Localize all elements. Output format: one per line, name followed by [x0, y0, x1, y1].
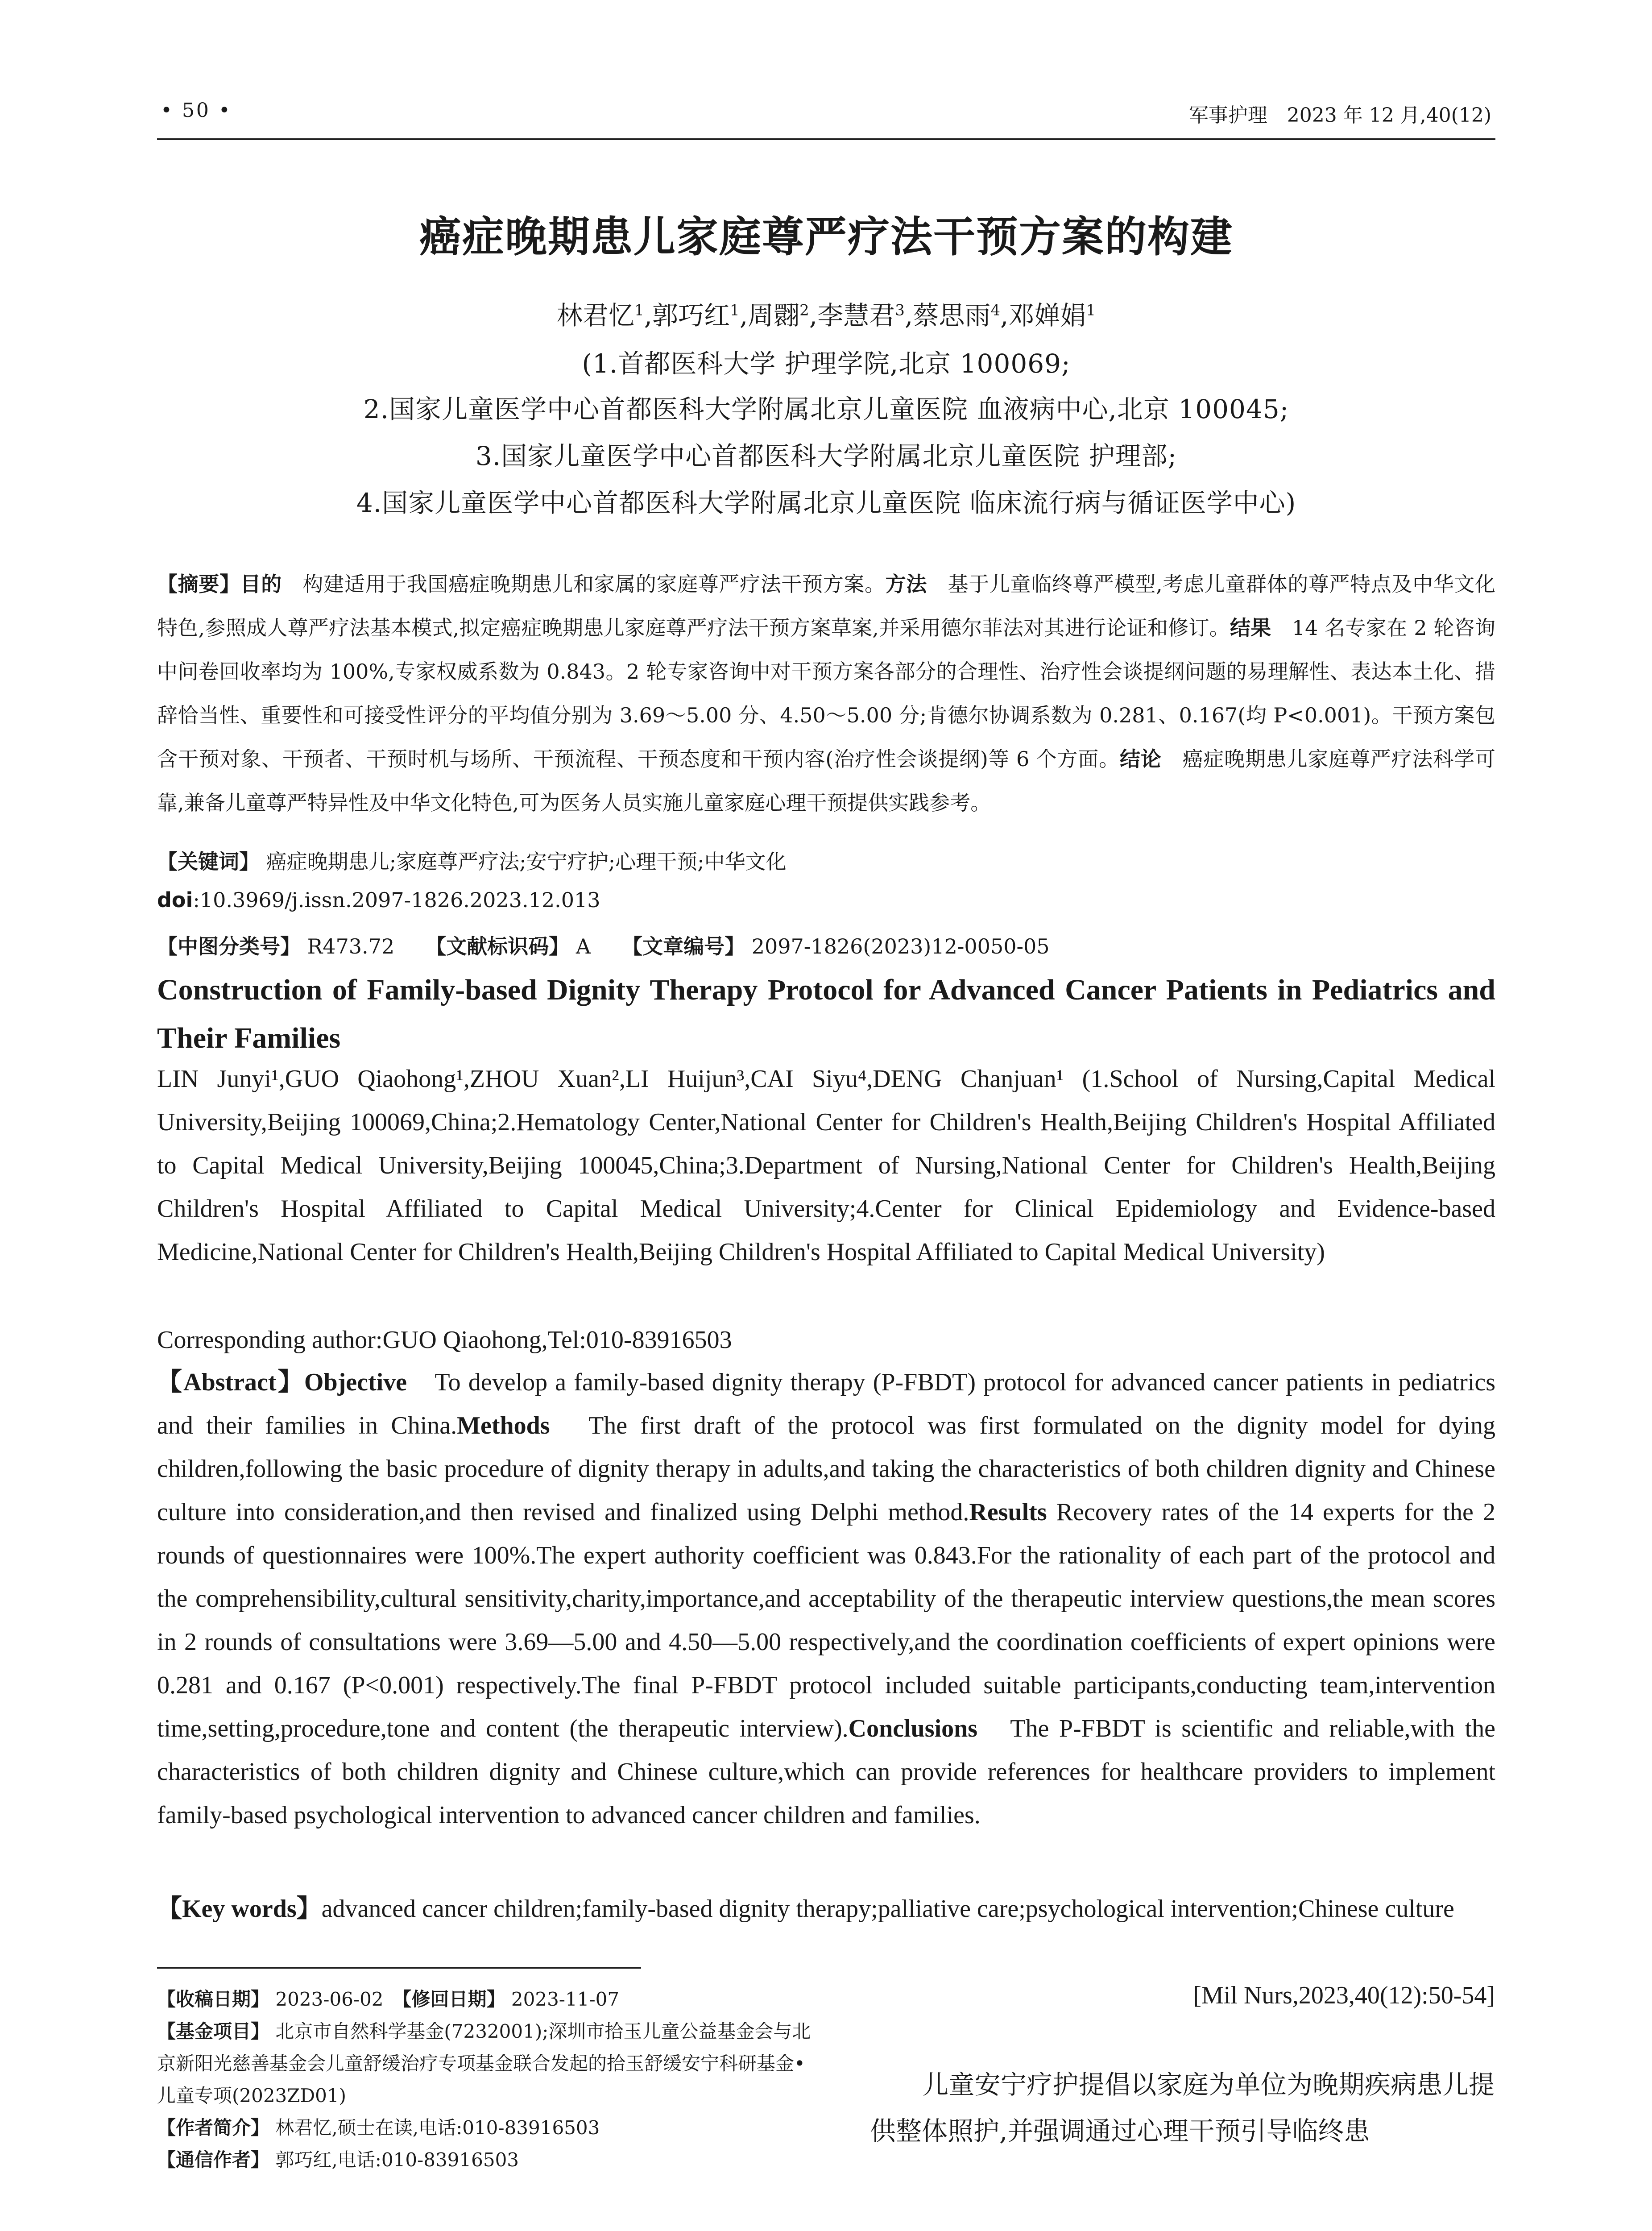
- journal-info: 军事护理 2023 年 12 月,40(12): [1188, 104, 1491, 127]
- page-number: • 50 •: [161, 99, 232, 122]
- author-list: 林君忆$^1$,郭巧红$^1$,周翾$^2$,李慧君$^3$,蔡思雨$^4$,邓婵娟$^1$: [556, 300, 1096, 331]
- affiliation: 4.国家儿童医学中心首都医科大学附属北京儿童医院 临床流行病与循证医学中心): [356, 488, 1296, 518]
- author-name: 周翾: [748, 300, 800, 331]
- citation: [Mil Nurs,2023,40(12):50-54]: [1193, 1982, 1495, 2009]
- affiliation: 3.国家儿童医学中心首都医科大学附属北京儿童医院 护理部;: [475, 441, 1177, 471]
- author-name: 邓婵娟: [1008, 300, 1086, 331]
- chinese-abstract: 【摘要】目的 构建适用于我国癌症晚期患儿和家属的家庭尊严疗法干预方案。方法 基于儿童临终尊严模型,考虑儿童群体的尊严特点及中华文化特色,参照成人尊严疗法基本模式,拟定癌症晚期患儿家庭尊严疗法干预方案草案,并采用德尔菲法对其进行论证和修订。结果 14 名专家在 2 轮咨询中问卷回收率均为 100%,专家权威系数为 0.843。2 轮专家咨询中对干预方案各部分的合理性、治疗性会谈提纲问题的易理解性、表达本土化、措辞恰当性、重要性和可接受性评分的平均值分别为 3.69～5.00 分、4.50～5.00 分;肯德尔协调系数为 0.281、0.167(均 P<0.001)。干预方案包含干预对象、干预者、干预时机与场所、干预流程、干预态度和干预内容(治疗性会谈提纲)等 6 个方面。结论 癌症晚期患儿家庭尊严疗法科学可靠,兼备儿童尊严特异性及中华文化特色,可为医务人员实施儿童家庭心理干预提供实践参考。: [157, 572, 1496, 815]
- author-name: 李慧君: [817, 300, 895, 331]
- received-dates: 【收稿日期】 2023-06-02 【修回日期】 2023-11-07: [157, 1988, 620, 2010]
- affiliation: (1.首都医科大学 护理学院,北京 100069;: [582, 348, 1071, 379]
- keywords-en: 【Key words】advanced cancer children;family-based dignity therapy;palliative care;psychological intervention;Chinese culture: [157, 1895, 1454, 1923]
- fund-info: 【基金项目】 北京市自然科学基金(7232001);深圳市拾玉儿童公益基金会与北京新阳光慈善基金会儿童舒缓治疗专项基金联合发起的拾玉舒缓安宁科研基金•儿童专项(2023ZD01): [157, 2020, 811, 2107]
- body-paragraph: 儿童安宁疗护提倡以家庭为单位为晚期疾病患儿提供整体照护,并强调通过心理干预引导临终患: [870, 2069, 1495, 2146]
- doi: doi:10.3969/j.issn.2097-1826.2023.12.013: [157, 888, 600, 912]
- author-name: 蔡思雨: [913, 300, 991, 331]
- classification: 【中图分类号】 R473.72 【文献标识码】 A 【文章编号】 2097-1826(2023)12-0050-05: [157, 934, 1050, 958]
- english-abstract: 【Abstract】Objective To develop a family-based dignity therapy (P-FBDT) protocol for advanced cancer patients in pediatrics and their families in China.Methods The first draft of the protocol was first formulated on the dignity model for dying children,following the basic procedure of dignity therapy in adults,and taking the characteristics of both children dignity and Chinese culture into consideration,and then revised and finalized using Delphi method.Results Recovery rates of the 14 experts for the 2 rounds of questionnaires were 100%.The expert authority coefficient was 0.843.For the rationality of each part of the protocol and the comprehensibility,cultural sensitivity,charity,importance,and acceptability of the therapeutic interview questions,the mean scores in 2 rounds of consultations were 3.69—5.00 and 4.50—5.00 respectively,and the coordination coefficients of expert opinions were 0.281 and 0.167 (P<0.001) respectively.The final P-FBDT protocol included suitable participants,conducting team,intervention time,setting,procedure,tone and content (the therapeutic interview).Conclusions The P-FBDT is scientific and reliable,with the characteristics of both children dignity and Chinese culture,which can provide references for healthcare providers to implement family-based psychological intervention to advanced cancer children and families.: [157, 1368, 1496, 1829]
- author-name: 林君忆: [556, 300, 634, 331]
- header-divider: [157, 138, 1495, 140]
- author-info: 【作者简介】 林君忆,硕士在读,电话:010-83916503: [157, 2117, 600, 2139]
- english-title: Construction of Family-based Dignity Therapy Protocol for Advanced Cancer Patients in Pediatrics and Their Families: [157, 974, 1495, 1054]
- footnote-divider: [157, 1967, 641, 1969]
- correspondence-info: 【通信作者】 郭巧红,电话:010-83916503: [157, 2149, 519, 2171]
- paper-title: 癌症晚期患儿家庭尊严疗法干预方案的构建: [419, 213, 1233, 261]
- author-name: 郭巧红: [652, 300, 730, 331]
- english-authors: LIN Junyi¹,GUO Qiaohong¹,ZHOU Xuan²,LI Huijun³,CAI Siyu⁴,DENG Chanjuan¹ (1.School of Nursing,Capital Medical University,Beijing 100069,China;2.Hematology Center,National Center for Children's Health,Beijing Children's Hospital Affiliated to Capital Medical University,Beijing 100045,China;3.Department of Nursing,National Center for Children's Health,Beijing Children's Hospital Affiliated to Capital Medical University;4.Center for Clinical Epidemiology and Evidence-based Medicine,National Center for Children's Health,Beijing Children's Hospital Affiliated to Capital Medical University): [157, 1065, 1495, 1266]
- keywords-cn: 【关键词】 癌症晚期患儿;家庭尊严疗法;安宁疗护;心理干预;中华文化: [157, 850, 787, 874]
- corresponding-author: Corresponding author:GUO Qiaohong,Tel:010-83916503: [157, 1326, 732, 1354]
- affiliation: 2.国家儿童医学中心首都医科大学附属北京儿童医院 血液病中心,北京 100045;: [363, 394, 1289, 424]
